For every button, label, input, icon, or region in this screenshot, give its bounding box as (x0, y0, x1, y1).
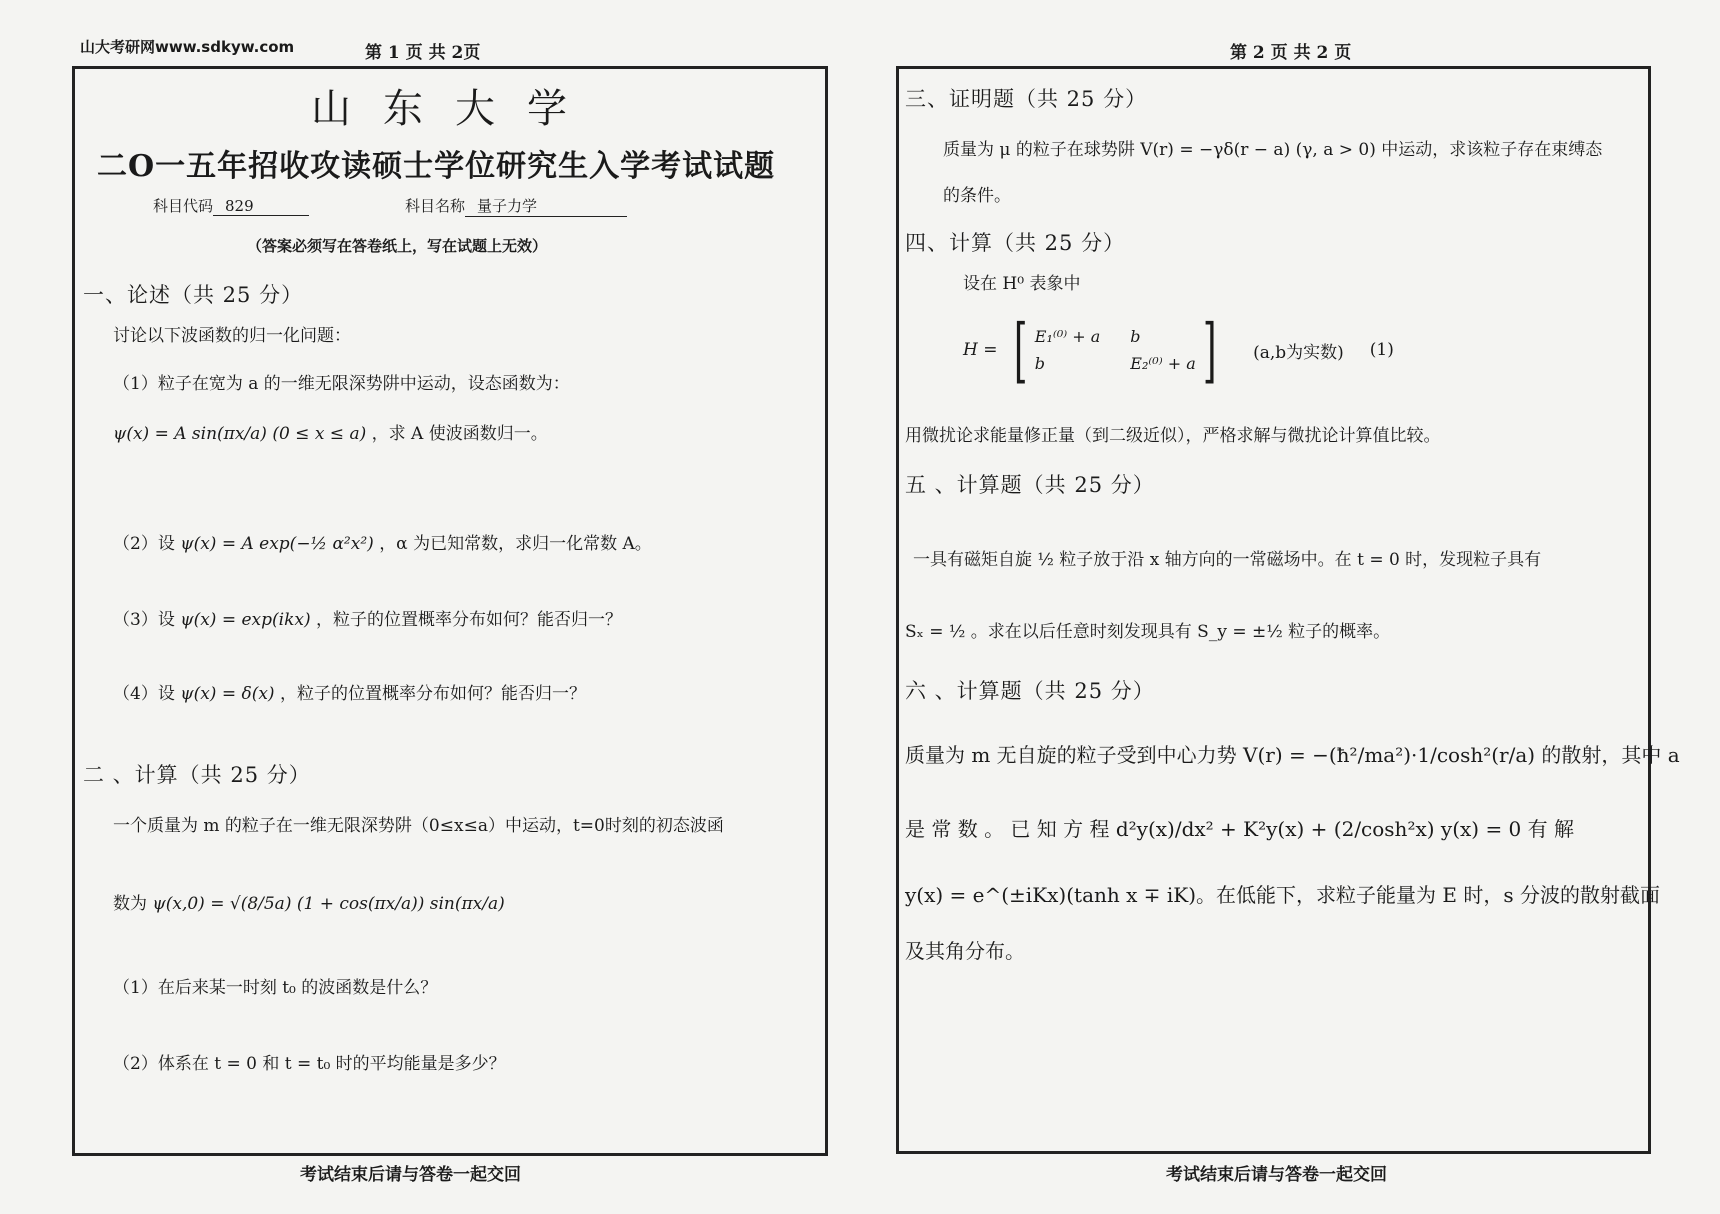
q1-part3-tail: ，粒子的位置概率分布如何？能否归一？ (316, 610, 622, 630)
q6-line1: 质量为 m 无自旋的粒子受到中心力势 V(r) = −(ħ²/ma²)·1/cosh²(r/a) 的散射，其中 a (905, 743, 1680, 767)
right-page-frame (896, 66, 1680, 1154)
q1-part4-tail: ，粒子的位置概率分布如何？能否归一？ (279, 684, 586, 704)
q2-formula: ψ(x,0) = √(8/5a) (1 + cos(πx/a)) sin(πx/a) (152, 894, 505, 914)
q4-heading: 四、计算（共 25 分） (905, 231, 1126, 255)
q1-intro: 讨论以下波函数的归一化问题： (113, 326, 351, 346)
left-page-frame (72, 66, 828, 1156)
matrix-cell-11: E₁⁽⁰⁾ + a (1034, 327, 1101, 346)
q3-heading: 三、证明题（共 25 分） (905, 87, 1148, 111)
q2-part1: （1）在后来某一时刻 t₀ 的波函数是什么？ (113, 978, 438, 998)
q2-formula-row (113, 889, 505, 914)
q5-heading: 五 、计算题（共 25 分） (905, 473, 1155, 497)
matrix-cell-12: b (1130, 327, 1141, 346)
q2-lead: 数为 (113, 894, 147, 914)
q2-heading: 二 、计算（共 25 分） (83, 763, 311, 787)
q3-line2: 的条件。 (943, 186, 1011, 206)
q5-line1: 一具有磁矩自旋 ½ 粒子放于沿 x 轴方向的一常磁场中。在 t = 0 时，发现粒子具有 (913, 550, 1542, 570)
exam-title: 二O一五年招收攻读硕士学位研究生入学考试试题 (97, 149, 776, 184)
page-number-right: 第 2 页 共 2 页 (1230, 43, 1352, 63)
q1-part3-formula: ψ(x) = exp(ikx) (180, 610, 311, 630)
subject-name-label: 科目名称 (405, 197, 466, 215)
matrix-cell-22: E₂⁽⁰⁾ + a (1130, 354, 1196, 373)
right-bracket: ] (1202, 309, 1217, 391)
q1-part2-formula: ψ(x) = A exp(−½ α²x²) (180, 534, 374, 554)
left-bracket: [ (1014, 309, 1028, 391)
q1-part1: （1）粒子在宽为 a 的一维无限深势阱中运动，设态函数为： (113, 374, 570, 394)
q1-part4-row (113, 679, 586, 704)
q4-intro: 设在 H⁰ 表象中 (963, 274, 1081, 294)
subject-code-label: 科目代码 (153, 197, 214, 215)
q6-line4: 及其角分布。 (905, 939, 1025, 963)
site-watermark: 山大考研网www.sdkyw.com (80, 38, 295, 56)
q4-condition: (a,b为实数) (1253, 342, 1344, 363)
subject-name-row (405, 195, 627, 217)
q1-part2-tail: ，α 为已知常数，求归一化常数 A。 (379, 534, 652, 554)
q1-part1-tail: ，求 A 使波函数归一。 (371, 424, 548, 444)
q1-part3-lead: （3）设 (113, 610, 175, 630)
q4-matrix-row (963, 309, 1394, 391)
q4-eq-number: (1) (1369, 340, 1394, 360)
page-number-left: 第 1 页 共 2页 (365, 43, 481, 63)
q3-line1: 质量为 μ 的粒子在球势阱 V(r) = −γδ(r − a) (γ, a > 0) 中运动，求该粒子存在束缚态 (943, 140, 1603, 160)
footer-right: 考试结束后请与答卷一起交回 (1166, 1165, 1387, 1185)
hamiltonian-matrix (1007, 309, 1223, 391)
q2-intro: 一个质量为 m 的粒子在一维无限深势阱（0≤x≤a）中运动，t=0时刻的初态波函 (113, 816, 724, 836)
footer-left: 考试结束后请与答卷一起交回 (300, 1165, 521, 1185)
q1-part3-row (113, 605, 622, 630)
q4-lhs: H = (963, 340, 998, 360)
q1-part1-formula-row (113, 419, 548, 444)
university-title: 山东大学 (311, 86, 599, 132)
q6-line2: 是 常 数 。 已 知 方 程 d²y(x)/dx² + K²y(x) + (2/cosh²x) y(x) = 0 有 解 (905, 817, 1574, 841)
q4-task: 用微扰论求能量修正量（到二级近似），严格求解与微扰论计算值比较。 (905, 426, 1441, 446)
q1-heading: 一、论述（共 25 分） (83, 283, 304, 307)
subject-code-value: 829 (213, 197, 309, 216)
subject-code-row (153, 195, 309, 216)
subject-name-value: 量子力学 (465, 195, 627, 217)
q1-part4-formula: ψ(x) = δ(x) (180, 684, 275, 704)
q5-line2: Sₓ = ½ 。求在以后任意时刻发现具有 S_y = ±½ 粒子的概率。 (905, 622, 1391, 642)
matrix-cell-21: b (1034, 354, 1046, 373)
q6-heading: 六 、计算题（共 25 分） (905, 679, 1155, 703)
q1-part2-row (113, 529, 652, 554)
q1-part4-lead: （4）设 (113, 684, 175, 704)
q1-part2-lead: （2）设 (113, 534, 175, 554)
q2-part2: （2）体系在 t = 0 和 t = t₀ 时的平均能量是多少？ (113, 1054, 506, 1074)
q6-line3: y(x) = e^(±iKx)(tanh x ∓ iK)。在低能下，求粒子能量为 E 时，s 分波的散射截面 (905, 883, 1660, 907)
exam-note: （答案必须写在答卷纸上，写在试题上无效） (247, 237, 548, 255)
q1-part1-formula: ψ(x) = A sin(πx/a) (0 ≤ x ≤ a) (113, 424, 367, 444)
